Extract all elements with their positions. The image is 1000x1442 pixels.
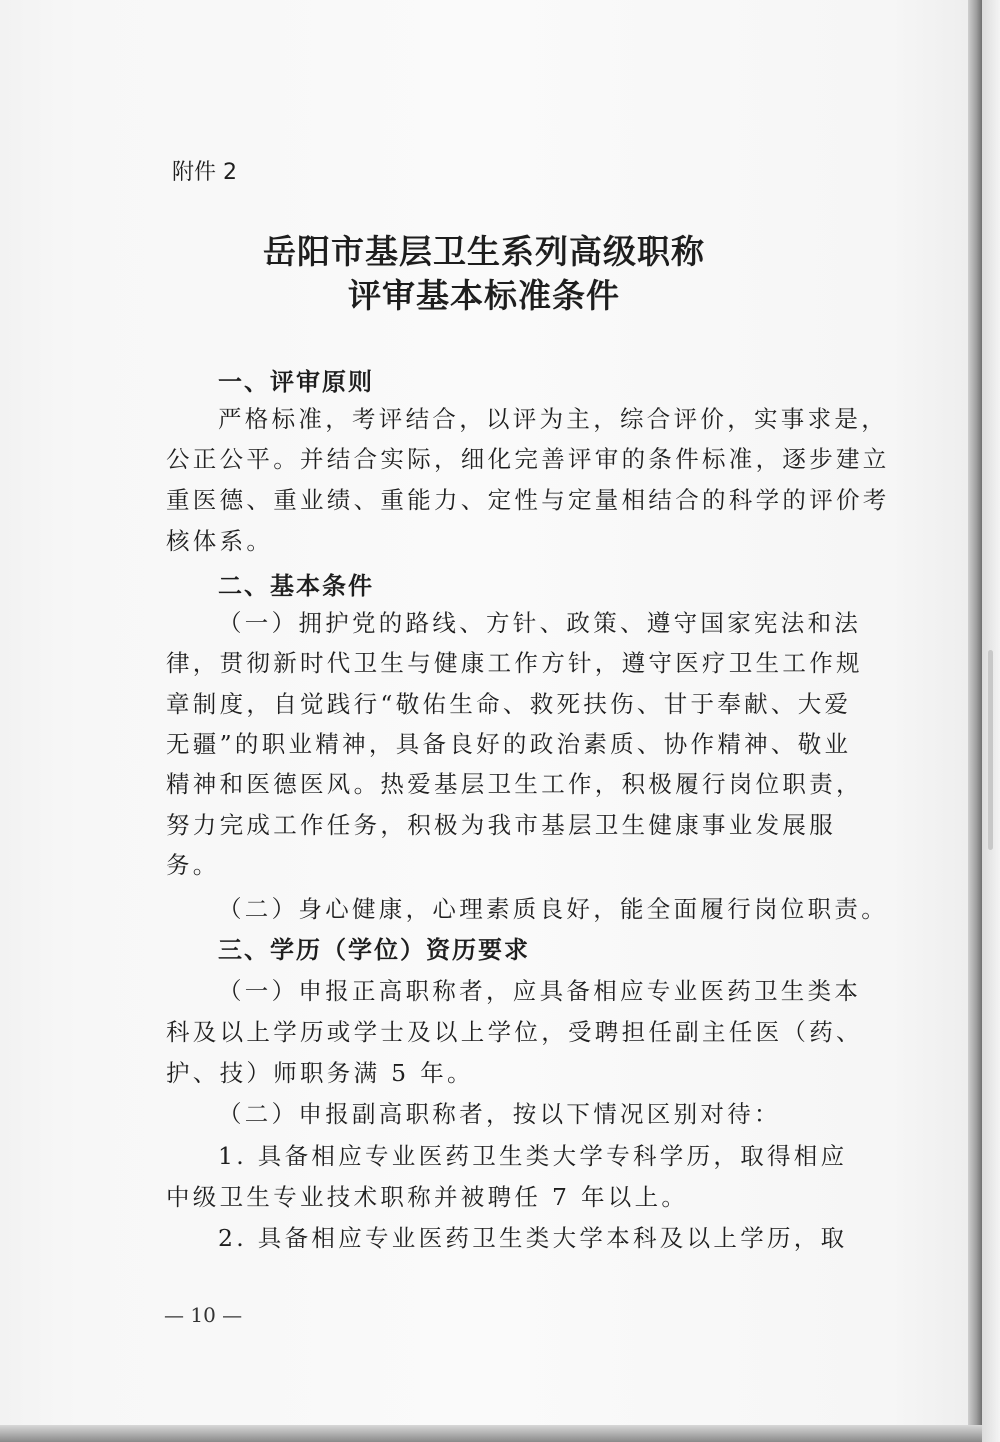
bottom-shadow <box>0 1425 982 1442</box>
paragraph-line: 章制度，自觉践行“敬佑生命、救死扶伤、甘于奉献、大爱 <box>166 690 852 718</box>
document-title-line-1: 岳阳市基层卫生系列高级职称 <box>263 232 705 271</box>
section-heading-education: 三、学历（学位）资历要求 <box>218 936 530 964</box>
paragraph-line: 中级卫生专业技术职称并被聘任 7 年以上。 <box>166 1183 689 1211</box>
paragraph-line: 公正公平。并结合实际，细化完善评审的条件标准，逐步建立 <box>166 445 890 473</box>
attachment-label: 附件 2 <box>172 160 237 185</box>
paragraph-line: （二）身心健康，心理素质良好，能全面履行岗位职责。 <box>218 895 888 923</box>
paragraph-line: 重医德、重业绩、重能力、定性与定量相结合的科学的评价考 <box>166 486 890 514</box>
paragraph-line: 精神和医德医风。热爱基层卫生工作，积极履行岗位职责， <box>166 770 863 798</box>
paragraph-line: 严格标准，考评结合，以评为主，综合评价，实事求是， <box>218 405 888 433</box>
section-heading-principles: 一、评审原则 <box>218 368 374 396</box>
paragraph-line: （一）申报正高职称者，应具备相应专业医药卫生类本 <box>218 977 862 1005</box>
paragraph-line: 1. 具备相应专业医药卫生类大学专科学历，取得相应 <box>218 1142 848 1170</box>
page-number: — 10 — <box>164 1303 243 1327</box>
paragraph-line: 核体系。 <box>166 527 274 555</box>
document-title-line-2: 评审基本标准条件 <box>348 276 620 315</box>
paragraph-line: 2. 具备相应专业医药卫生类大学本科及以上学历，取 <box>218 1224 848 1252</box>
paragraph-line: 无疆”的职业精神，具备良好的政治素质、协作精神、敬业 <box>166 730 852 758</box>
paragraph-line: 努力完成工作任务，积极为我市基层卫生健康事业发展服 <box>166 811 836 839</box>
paragraph-line: 务。 <box>166 851 220 879</box>
scrollbar-thumb[interactable] <box>988 650 993 850</box>
paragraph-line: 护、技）师职务满 5 年。 <box>166 1059 474 1087</box>
section-heading-basic-conditions: 二、基本条件 <box>218 572 374 600</box>
paragraph-line: 律，贯彻新时代卫生与健康工作方针，遵守医疗卫生工作规 <box>166 649 863 677</box>
paragraph-line: （二）申报副高职称者，按以下情况区别对待： <box>218 1100 781 1128</box>
paragraph-line: （一）拥护党的路线、方针、政策、遵守国家宪法和法 <box>218 609 862 637</box>
page-spine-shadow <box>968 0 982 1425</box>
paragraph-line: 科及以上学历或学士及以上学位，受聘担任副主任医（药、 <box>166 1018 863 1046</box>
